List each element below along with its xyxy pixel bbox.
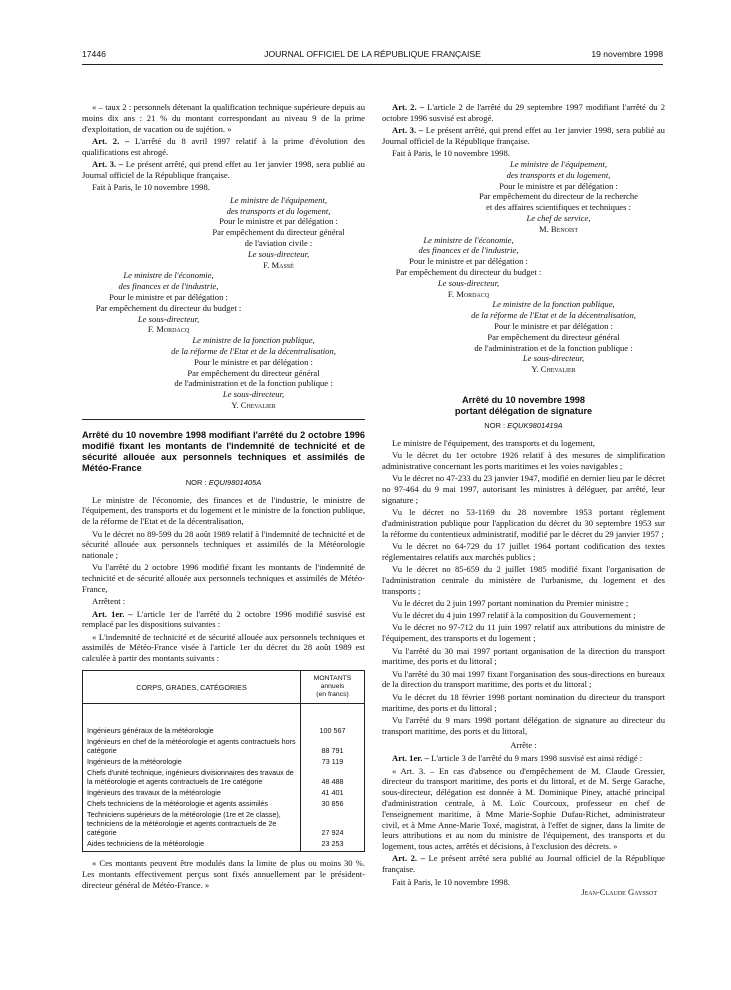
article-label: Art. 2. – bbox=[392, 853, 425, 864]
right-column bbox=[382, 102, 665, 898]
signature-line: Pour le ministre et par délégation : bbox=[494, 320, 613, 331]
vu-paragraph: Vu l'arrêté du 30 mai 1997 fixant l'organisation des sous-directions en bureaux de la direction du transport maritime, des ports et du littoral ; bbox=[382, 668, 665, 690]
nor-code: EQUI9801405A bbox=[208, 477, 262, 487]
article-label: Art. 2. – bbox=[92, 135, 130, 146]
amounts-table bbox=[82, 670, 365, 852]
vu-paragraph: Vu le décret no 53-1169 du 28 novembre 1953 portant règlement d'administration publique pour l'application du décret du 30 septembre 1953 sur la réforme du contentieux administratif, modifié par le décret du 29 janvier 1957 ; bbox=[382, 507, 665, 539]
row-label: Aides techniciens de la météorologie bbox=[83, 838, 301, 852]
row-value: 48 488 bbox=[321, 777, 344, 787]
signature-line: Le sous-directeur, bbox=[247, 248, 310, 259]
journal-title: JOURNAL OFFICIEL DE LA RÉPUBLIQUE FRANÇAISE bbox=[264, 49, 481, 59]
page-header bbox=[82, 49, 663, 65]
nor-code: EQUK9801419A bbox=[507, 420, 563, 430]
row-value: 27 924 bbox=[321, 828, 344, 838]
quote-paragraph: « L'indemnité de technicité et de sécurité allouée aux personnels techniques et assimilés de Météo-France visée à l'article 1er du décret du 28 août 1989 est calculée à partir des montants suivants : bbox=[82, 631, 365, 664]
vu-paragraph: Vu l'arrêté du 2 octobre 1996 modifié fixant les montants de l'indemnité de technicité et de sécurité allouée aux personnels techniques et assimilés de Météo-France, bbox=[82, 562, 365, 594]
signature-line: de l'administration et de la fonction publique : bbox=[474, 342, 633, 353]
row-value: 88 791 bbox=[321, 746, 344, 756]
row-value: 30 856 bbox=[321, 799, 344, 809]
table-header-row bbox=[83, 671, 365, 704]
vu-paragraph: Vu l'arrêté du 9 mars 1998 portant délégation de signature au directeur du transport maritime, des ports et du littoral, bbox=[382, 714, 665, 736]
article-1-paragraph bbox=[382, 753, 665, 764]
signature-line: Le ministre de la fonction publique, bbox=[192, 335, 315, 346]
continued-paragraph: « – taux 2 : personnels détenant la qualification technique supérieure depuis au moins dix ans : 21 % du montant correspondant au niveau 9 de la prime d'exploitation, de vacation ou de sujétion. » bbox=[82, 102, 365, 134]
signature-line: Par empêchement du directeur général bbox=[187, 367, 320, 378]
vu-paragraph: Vu le décret du 2 juin 1997 portant nomination du Premier ministre ; bbox=[392, 597, 629, 608]
article-text: L'article 3 de l'arrêté du 9 mars 1998 susvisé est ainsi rédigé : bbox=[428, 753, 643, 764]
article-text: Le présent arrêté, qui prend effet au 1er janvier 1998, sera publié au Journal officiel de la République française. bbox=[382, 125, 665, 146]
article-2-paragraph bbox=[82, 136, 365, 158]
vu-paragraph: Vu le décret no 97-712 du 11 juin 1997 relatif aux attributions du ministre de l'équipement, des transports et du logement ; bbox=[382, 622, 665, 644]
table-row bbox=[83, 798, 365, 809]
column-header-amounts: MONTANTS annuels (en francs) bbox=[301, 671, 365, 704]
intro-paragraph: Le ministre de l'économie, des finances et de l'industrie, le ministre de l'équipement, des transports et du logement et le ministre de la fonction publique, de la réforme de l'Etat et de la décentralisation, bbox=[82, 494, 365, 527]
article-text: Le présent arrêté sera publié au Journal officiel de la République française. bbox=[382, 853, 665, 875]
article-text: L'article 2 de l'arrêté du 29 septembre 1997 modifiant l'arrêté du 2 octobre 1996 susvisé est abrogé. bbox=[382, 102, 665, 123]
signature-line: et des affaires scientifiques et techniques : bbox=[486, 202, 631, 213]
arretent-line: Arrêtent : bbox=[92, 596, 126, 607]
signature-line: Le sous-directeur, bbox=[222, 389, 285, 400]
signature-line: Pour le ministre et par délégation : bbox=[219, 216, 338, 227]
table-row bbox=[83, 736, 365, 756]
row-label: Ingénieurs en chef de la météorologie et agents contractuels hors catégorie bbox=[83, 736, 301, 756]
arrete-line: Arrête : bbox=[510, 740, 537, 751]
signature-line: Pour le ministre et par délégation : bbox=[499, 180, 618, 191]
fait-line: Fait à Paris, le 10 novembre 1998. bbox=[392, 148, 510, 159]
row-label: Chefs techniciens de la météorologie et agents assimilés bbox=[83, 798, 301, 809]
article-3-quote: « Art. 3. – En cas d'absence ou d'empêchement de M. Claude Gressier, directeur du transport maritime, des ports et du littoral, et de M. Serge Garache, sous-directeur, délégation est donnée à M. Dominique Piney, attaché principal d'administration centrale, à M. Loïc Courcoux, professeur en chef de l'enseignement maritime, à Mme Marie-Sophie Dufau-Richet, administrateur civil, et à Mme Anne-Marie Toxé, magistrat, à l'effet de signer, dans la limite de leurs attributions et au nom du ministre de l'équipement, des transports et du logement, tous actes, arrêtés et décisions, à l'exclusion des décrets. » bbox=[382, 765, 665, 852]
signature-line: des finances et de l'industrie, bbox=[118, 281, 219, 292]
signature-line: Le ministre de l'économie, bbox=[123, 270, 214, 281]
table-row bbox=[83, 838, 365, 852]
row-label: Ingénieurs de la météorologie bbox=[83, 756, 301, 767]
article-3-paragraph bbox=[382, 125, 665, 147]
after-table-paragraph: « Ces montants peuvent être modulés dans la limite de plus ou moins 30 %. Les montants effectivement perçus sont fixés annuellement par le président-directeur général de Météo-France. » bbox=[82, 858, 365, 890]
vu-paragraph: Vu le décret no 47-233 du 23 janvier 1947, modifié en dernier lieu par le décret no 97-464 du 9 mai 1997, autorisant les ministres à déléguer, par arrêté, leur signature ; bbox=[382, 473, 665, 505]
signature-line: Par empêchement du directeur général bbox=[212, 227, 345, 238]
row-value: 23 253 bbox=[321, 839, 344, 849]
fait-line: Fait à Paris, le 10 novembre 1998. bbox=[392, 876, 510, 887]
article-text: L'article 1er de l'arrêté du 2 octobre 1996 modifié susvisé est remplacé par les dispositions suivantes : bbox=[82, 608, 365, 630]
nor-label: NOR : bbox=[185, 477, 209, 487]
vu-paragraph: Vu le décret du 18 février 1998 portant nomination du directeur du transport maritime, des ports et du littoral ; bbox=[382, 691, 665, 713]
table-row bbox=[83, 767, 365, 787]
signature-line: Par empêchement du directeur du budget : bbox=[95, 302, 242, 313]
signatory-name: F. Mordacq bbox=[147, 324, 190, 335]
signature-line: Le ministre de l'économie, bbox=[423, 234, 514, 245]
article-text: L'arrêté du 8 avril 1997 relatif à la prime d'évolution des qualifications est abrogé. bbox=[82, 135, 365, 157]
article-2-final bbox=[382, 853, 665, 875]
vu-paragraph: Vu l'arrêté du 30 mai 1997 portant organisation de la direction du transport maritime, des ports et du littoral ; bbox=[382, 645, 665, 667]
decree-title: Arrêté du 10 novembre 1998 portant délégation de signature bbox=[454, 394, 593, 416]
signature-line: de la réforme de l'Etat et de la décentralisation, bbox=[471, 310, 636, 321]
signature-line: Le ministre de la fonction publique, bbox=[492, 299, 615, 310]
signature-line: Pour le ministre et par délégation : bbox=[194, 356, 313, 367]
signature-line: Pour le ministre et par délégation : bbox=[409, 256, 528, 267]
article-label: Art. 1er. – bbox=[92, 608, 133, 619]
row-value: 100 567 bbox=[319, 726, 346, 736]
row-label: Ingénieurs généraux de la météorologie bbox=[83, 704, 301, 737]
signature-block-equipement bbox=[82, 195, 365, 271]
signature-block-fonction-publique bbox=[382, 299, 665, 375]
row-value: 73 119 bbox=[321, 757, 344, 767]
signature-line: Par empêchement du directeur du budget : bbox=[395, 266, 542, 277]
article-label: Art. 2. – bbox=[392, 102, 424, 112]
signature-block-economie bbox=[82, 270, 365, 335]
signatory-name: M. Benoist bbox=[538, 223, 578, 234]
article-text: Le présent arrêté, qui prend effet au 1er janvier 1998, sera publié au Journal officiel de la République française. bbox=[82, 158, 365, 180]
signature-block-equipement bbox=[382, 159, 665, 235]
signature-line: des finances et de l'industrie, bbox=[418, 245, 519, 256]
signature-block-fonction-publique bbox=[82, 335, 365, 411]
signature-line: Le sous-directeur, bbox=[137, 313, 200, 324]
article-label: Art. 3. – bbox=[92, 158, 124, 169]
article-3-paragraph bbox=[82, 159, 365, 181]
fait-line: Fait à Paris, le 10 novembre 1998. bbox=[92, 182, 210, 193]
vu-paragraph: Vu le décret du 4 juin 1997 relatif à la composition du Gouvernement ; bbox=[392, 610, 636, 621]
table-row bbox=[83, 704, 365, 737]
signature-line: Le chef de service, bbox=[526, 212, 591, 223]
column-header-grades: CORPS, GRADES, CATÉGORIES bbox=[83, 671, 301, 704]
page-number: 17446 bbox=[82, 49, 106, 59]
signature-line: de la réforme de l'Etat et de la décentralisation, bbox=[171, 346, 336, 357]
signature-line: Le ministre de l'équipement, bbox=[230, 194, 327, 205]
article-1-paragraph bbox=[82, 609, 365, 631]
decree-title: Arrêté du 10 novembre 1998 modifiant l'arrêté du 2 octobre 1996 modifié fixant les montants de l'indemnité de technicité et de sécurité allouée aux personnels techniques et assimilés de Météo-France bbox=[82, 429, 365, 473]
vu-paragraph: Vu le décret no 89-599 du 28 août 1989 relatif à l'indemnité de technicité et de sécurité allouée aux personnels techniques et assimilés de la Météorologie nationale ; bbox=[82, 528, 365, 561]
section-divider bbox=[82, 419, 365, 420]
table-row bbox=[83, 809, 365, 838]
signature-line: Par empêchement du directeur général bbox=[487, 331, 620, 342]
vu-paragraph: Vu le décret du 1er octobre 1926 relatif à des mesures de simplification administrative concernant les ports maritimes et les voies navigables ; bbox=[382, 450, 665, 471]
article-label: Art. 1er. – bbox=[392, 753, 429, 764]
signatory-name: F. Massé bbox=[263, 259, 294, 270]
table-row bbox=[83, 756, 365, 767]
signature-line: Le ministre de l'équipement, bbox=[510, 158, 607, 169]
signature-line: Le sous-directeur, bbox=[437, 277, 500, 288]
row-label: Chefs d'unité technique, ingénieurs divisionnaires des travaux de la météorologie et agents contractuels de 1re catégorie bbox=[83, 767, 301, 787]
row-label: Techniciens supérieurs de la météorologie (1re et 2e classe), techniciens de la météorologie et agents contractuels de 2e catégorie bbox=[83, 809, 301, 838]
signature-line: des transports et du logement, bbox=[226, 205, 331, 216]
row-label: Ingénieurs des travaux de la météorologie bbox=[83, 787, 301, 798]
signatory-name: Y. Chevalier bbox=[231, 400, 276, 411]
left-column bbox=[82, 102, 365, 890]
signature-line: Pour le ministre et par délégation : bbox=[109, 292, 228, 303]
signature-line: des transports et du logement, bbox=[506, 169, 611, 180]
table-row bbox=[83, 787, 365, 798]
signature-line: de l'aviation civile : bbox=[244, 238, 313, 249]
nor-reference bbox=[82, 478, 365, 489]
body-paragraph: Le ministre de l'équipement, des transports et du logement, bbox=[392, 437, 595, 448]
article-2-paragraph bbox=[382, 102, 665, 124]
final-signatory: Jean-Claude Gayssot bbox=[581, 887, 657, 898]
signatory-name: Y. Chevalier bbox=[531, 364, 576, 375]
signature-block-economie bbox=[382, 235, 665, 300]
signature-line: Le sous-directeur, bbox=[522, 353, 585, 364]
vu-paragraph: Vu le décret no 64-729 du 17 juillet 1964 portant codification des textes réglementaires relatifs aux marchés publics ; bbox=[382, 540, 665, 562]
row-value: 41 401 bbox=[321, 788, 344, 798]
signature-line: Par empêchement du directeur de la recherche bbox=[479, 191, 638, 202]
nor-reference bbox=[382, 421, 665, 432]
article-label: Art. 3. – bbox=[392, 125, 424, 136]
signature-line: de l'administration et de la fonction publique : bbox=[174, 378, 333, 389]
signatory-name: F. Mordacq bbox=[447, 288, 490, 299]
issue-date: 19 novembre 1998 bbox=[591, 49, 663, 59]
vu-paragraph: Vu le décret no 85-659 du 2 juillet 1985 modifié fixant l'organisation de l'administration centrale du ministère de l'urbanisme, du logement et des transports ; bbox=[382, 563, 665, 596]
nor-label: NOR : bbox=[484, 420, 508, 430]
